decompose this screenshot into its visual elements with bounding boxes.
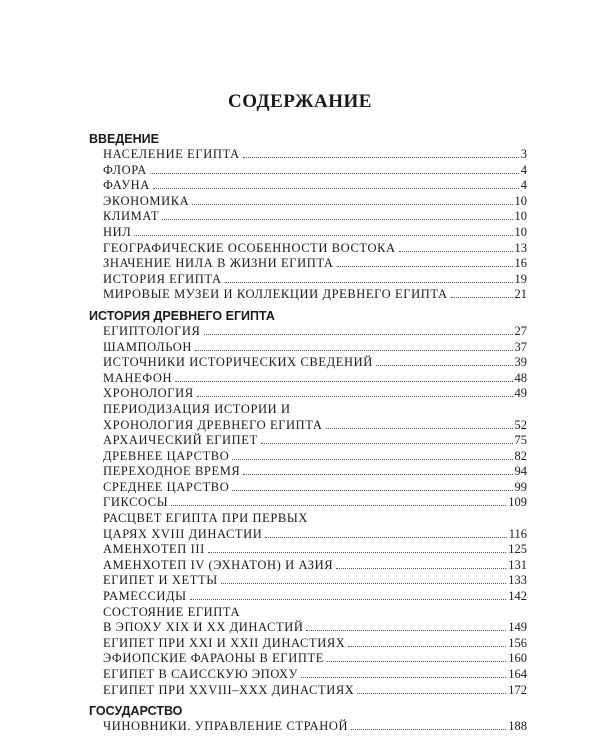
toc-entry[interactable]	[89, 719, 527, 735]
page-number: 131	[508, 557, 527, 572]
dot-leader	[175, 381, 512, 382]
toc-entry-title: В ЭПОХУ XIX И XX ДИНАСТИЙ	[103, 620, 304, 635]
page-number: 3	[520, 147, 527, 161]
toc-entry-title: РАМЕССИДЫ	[103, 589, 187, 604]
toc-entry-title: НАСЕЛЕНИЕ ЕГИПТА	[103, 147, 240, 161]
dot-leader	[221, 583, 507, 584]
page-number: 94	[514, 464, 527, 479]
page-number: 116	[508, 526, 527, 541]
dot-leader	[243, 157, 519, 158]
dot-leader	[232, 490, 512, 491]
page-number: 133	[508, 573, 527, 588]
page-number: 10	[514, 209, 527, 224]
toc-entry-title: ЕГИПЕТ ПРИ XXVIII–XXX ДИНАСТИЯХ	[103, 682, 355, 697]
page-number: 21	[514, 287, 527, 302]
page-number: 10	[514, 193, 527, 208]
toc-entry[interactable]	[89, 449, 527, 465]
toc-entry[interactable]	[89, 163, 527, 179]
dot-leader	[326, 428, 513, 429]
toc-entry[interactable]	[89, 683, 527, 699]
toc-entry[interactable]	[89, 511, 527, 542]
dot-leader	[451, 297, 513, 298]
dot-leader	[190, 599, 507, 600]
toc-entry[interactable]	[89, 542, 527, 558]
toc-entry-title: НИЛ	[103, 224, 132, 239]
dot-leader	[351, 729, 506, 730]
page-number: 188	[508, 719, 527, 734]
toc-entry-title: ЕГИПЕТ ПРИ XXI И XXII ДИНАСТИЯХ	[103, 635, 346, 650]
dot-leader	[162, 219, 512, 220]
page-number: 142	[508, 589, 527, 604]
toc-entry-title: СРЕДНЕЕ ЦАРСТВО	[103, 479, 230, 494]
page-number: 109	[508, 495, 527, 510]
dot-leader	[171, 505, 506, 506]
toc-entry-title: ДРЕВНЕЕ ЦАРСТВО	[103, 448, 230, 463]
page-number: 37	[514, 339, 527, 354]
dot-leader	[337, 266, 513, 267]
page-number: 82	[514, 448, 527, 463]
page-number: 27	[514, 323, 527, 338]
toc-entry[interactable]	[89, 194, 527, 210]
toc-entry-title: ХРОНОЛОГИЯ ДРЕВНЕГО ЕГИПТА	[103, 417, 323, 432]
toc-entry[interactable]	[89, 495, 527, 511]
dot-leader	[306, 630, 506, 631]
dot-leader	[243, 474, 512, 475]
toc-entry[interactable]	[89, 589, 527, 605]
toc-entry[interactable]	[89, 667, 527, 683]
page-number: 99	[514, 479, 527, 494]
toc-entry-title: РАСЦВЕТ ЕГИПТА ПРИ ПЕРВЫХ	[103, 511, 308, 526]
toc-entry[interactable]	[89, 209, 527, 225]
page-number: 10	[514, 224, 527, 239]
page-number: 49	[514, 386, 527, 401]
toc-entry-title: ЕГИПТОЛОГИЯ	[103, 323, 201, 338]
toc-entry[interactable]	[89, 256, 527, 272]
dot-leader	[195, 350, 513, 351]
toc-entry-title: ГИКСОСЫ	[103, 495, 169, 510]
dot-leader	[204, 334, 513, 335]
toc-entry[interactable]	[89, 651, 527, 667]
dot-leader	[150, 173, 519, 174]
dot-leader	[376, 365, 513, 366]
toc-entry-title: ЗНАЧЕНИЕ НИЛА В ЖИЗНИ ЕГИПТА	[103, 256, 334, 271]
dot-leader	[327, 661, 506, 662]
toc-entry-title: ПЕРИОДИЗАЦИЯ ИСТОРИИ И	[103, 401, 291, 416]
toc-entry[interactable]	[89, 480, 527, 496]
dot-leader	[192, 204, 512, 205]
toc-entry[interactable]	[89, 340, 527, 356]
toc-entry-title: КЛИМАТ	[103, 209, 160, 224]
toc-entry[interactable]	[89, 386, 527, 402]
toc-entry[interactable]	[89, 147, 527, 163]
dot-leader	[153, 188, 519, 189]
toc-entry-title: ЕГИПЕТ И ХЕТТЫ	[103, 573, 218, 588]
toc-entry-title: АМЕНХОТЕП IV (ЭХНАТОН) И АЗИЯ	[103, 557, 334, 572]
toc-entry-title: ЧИНОВНИКИ. УПРАВЛЕНИЕ СТРАНОЙ	[103, 719, 349, 734]
page-number: 149	[508, 620, 527, 635]
page-number: 164	[508, 667, 527, 681]
toc-entry-title: ЕГИПЕТ В САИССКУЮ ЭПОХУ	[103, 667, 299, 681]
toc-entry[interactable]	[89, 324, 527, 340]
page-number: 52	[514, 417, 527, 432]
toc-entry[interactable]	[89, 402, 527, 433]
dot-leader	[197, 396, 513, 397]
page-number: 172	[508, 682, 527, 697]
page-number: 156	[508, 635, 527, 650]
section-heading: ИСТОРИЯ ДРЕВНЕГО ЕГИПТА	[89, 308, 275, 323]
toc-entry-title: ФЛОРА	[103, 162, 147, 177]
page-number: 125	[508, 542, 527, 557]
page-number: 75	[514, 433, 527, 448]
page-title: СОДЕРЖАНИЕ	[228, 91, 372, 112]
toc-entry-title: МИРОВЫЕ МУЗЕИ И КОЛЛЕКЦИИ ДРЕВНЕГО ЕГИПТА	[103, 287, 448, 302]
dot-leader	[134, 235, 512, 236]
toc-entry[interactable]	[89, 605, 527, 636]
toc-entry[interactable]	[89, 241, 527, 257]
page-number: 39	[514, 355, 527, 370]
page-number: 19	[514, 271, 527, 286]
toc-entry-title: АМЕНХОТЕП III	[103, 542, 205, 557]
dot-leader	[348, 646, 506, 647]
toc-entry[interactable]	[89, 225, 527, 241]
toc-entry-title: СОСТОЯНИЕ ЕГИПТА	[103, 604, 241, 619]
dot-leader	[225, 282, 513, 283]
toc-entry-title: ИСТОЧНИКИ ИСТОРИЧЕСКИХ СВЕДЕНИЙ	[103, 355, 373, 370]
toc-entry-title: ГЕОГРАФИЧЕСКИЕ ОСОБЕННОСТИ ВОСТОКА	[103, 240, 396, 255]
toc-entry-title: МАНЕФОН	[103, 370, 173, 385]
dot-leader	[261, 443, 513, 444]
dot-leader	[208, 552, 506, 553]
toc-entry-title: ЦАРЯХ XVIII ДИНАСТИИ	[103, 526, 263, 541]
section-heading: ВВЕДЕНИЕ	[89, 132, 159, 146]
dot-leader	[399, 251, 513, 252]
toc-entry[interactable]	[89, 287, 527, 303]
toc-entry-title: ХРОНОЛОГИЯ	[103, 386, 194, 401]
section-heading: ГОСУДАРСТВО	[89, 704, 183, 719]
toc-entry[interactable]	[89, 464, 527, 480]
toc-entry-title: ФАУНА	[103, 178, 150, 193]
table-of-contents	[89, 132, 527, 735]
dot-leader	[357, 693, 506, 694]
page-number: 13	[514, 240, 527, 255]
toc-entry[interactable]	[89, 558, 527, 574]
toc-entry[interactable]	[89, 371, 527, 387]
page-number: 16	[514, 256, 527, 271]
toc-entry-title: ЭКОНОМИКА	[103, 193, 190, 208]
page-number: 48	[514, 370, 527, 385]
toc-entry-title: ИСТОРИЯ ЕГИПТА	[103, 271, 222, 286]
page-number: 4	[520, 162, 527, 177]
page-number: 160	[508, 651, 527, 666]
toc-entry[interactable]	[89, 272, 527, 288]
dot-leader	[336, 568, 506, 569]
toc-entry-title: ЭФИОПСКИЕ ФАРАОНЫ В ЕГИПТЕ	[103, 651, 324, 666]
toc-entry-title: ПЕРЕХОДНОЕ ВРЕМЯ	[103, 464, 241, 479]
toc-entry[interactable]	[89, 355, 527, 371]
toc-entry[interactable]	[89, 636, 527, 652]
page-number: 4	[520, 178, 527, 193]
toc-entry[interactable]	[89, 433, 527, 449]
toc-entry-title: ШАМПОЛЬОН	[103, 339, 192, 354]
toc-entry[interactable]	[89, 573, 527, 589]
dot-leader	[232, 459, 512, 460]
toc-entry-title: АРХАИЧЕСКИЙ ЕГИПЕТ	[103, 433, 258, 448]
dot-leader	[301, 677, 506, 678]
toc-entry[interactable]	[89, 178, 527, 194]
dot-leader	[265, 537, 506, 538]
